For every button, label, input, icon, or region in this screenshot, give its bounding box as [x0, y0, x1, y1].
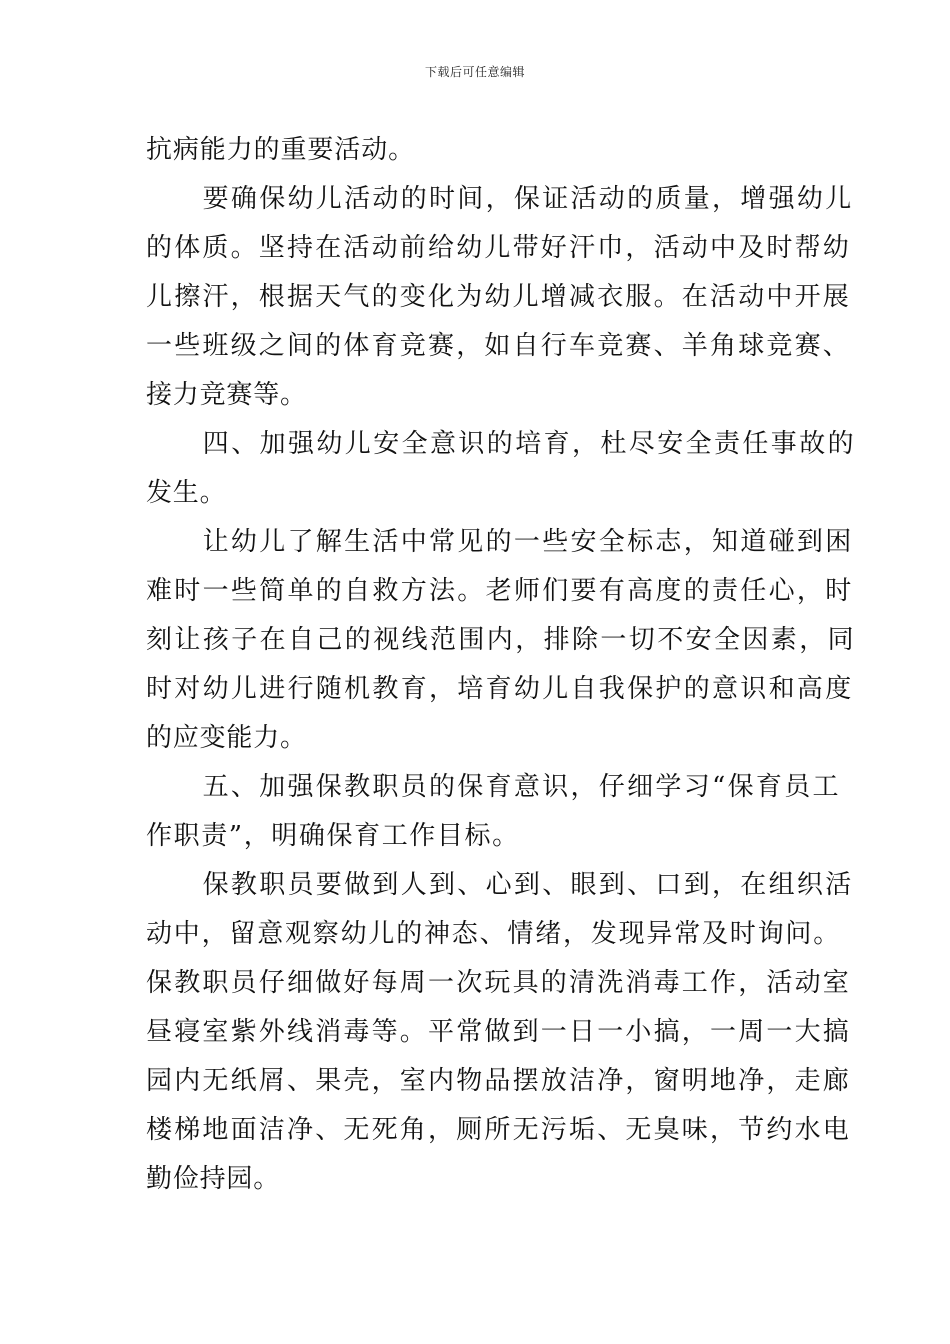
document-body: [146, 126, 857, 1204]
text-line: 保教职员要做到人到、心到、眼到、口到，在组织活: [146, 870, 854, 900]
text-line: 儿擦汗，根据天气的变化为幼儿增减衣服。在活动中开展: [146, 282, 852, 312]
text-line: 园内无纸屑、果壳，室内物品摆放洁净，窗明地净，走廊: [146, 1066, 852, 1096]
text-line: 抗病能力的重要活动。: [146, 135, 416, 165]
text-line: 四、加强幼儿安全意识的培育，杜尽安全责任事故的: [146, 429, 857, 459]
text-line: 的应变能力。: [146, 723, 307, 753]
text-line: 一些班级之间的体育竞赛，如自行车竞赛、羊角球竞赛、: [146, 331, 852, 361]
text-line: 勤俭持园。: [146, 1164, 281, 1194]
text-line: 楼梯地面洁净、无死角，厕所无污垢、无臭味，节约水电: [146, 1115, 852, 1145]
text-line: 动中，留意观察幼儿的神态、情绪，发现异常及时询问。: [146, 919, 842, 949]
text-line: 要确保幼儿活动的时间，保证活动的质量，增强幼儿: [146, 184, 854, 214]
text-line: 发生。: [146, 478, 227, 508]
text-line: 作职责”，明确保育工作目标。: [146, 821, 520, 851]
text-line: 难时一些简单的自救方法。老师们要有高度的责任心，时: [146, 576, 854, 606]
page-header-note: 下载后可任意编辑: [424, 65, 525, 79]
text-line: 保教职员仔细做好每周一次玩具的清洗消毒工作，活动室: [146, 968, 852, 998]
text-line: 的体质。坚持在活动前给幼儿带好汗巾，活动中及时帮幼: [146, 233, 852, 263]
text-line: 五、加强保教职员的保育意识，仔细学习“保育员工: [146, 772, 841, 802]
text-line: 让幼儿了解生活中常见的一些安全标志，知道碰到困: [146, 527, 854, 557]
text-line: 昼寝室紫外线消毒等。平常做到一日一小搞，一周一大搞: [146, 1017, 852, 1047]
text-line: 刻让孩子在自己的视线范围内，排除一切不安全因素，同: [146, 625, 857, 655]
text-line: 时对幼儿进行随机教育，培育幼儿自我保护的意识和高度: [146, 674, 854, 704]
text-line: 接力竞赛等。: [146, 380, 307, 410]
